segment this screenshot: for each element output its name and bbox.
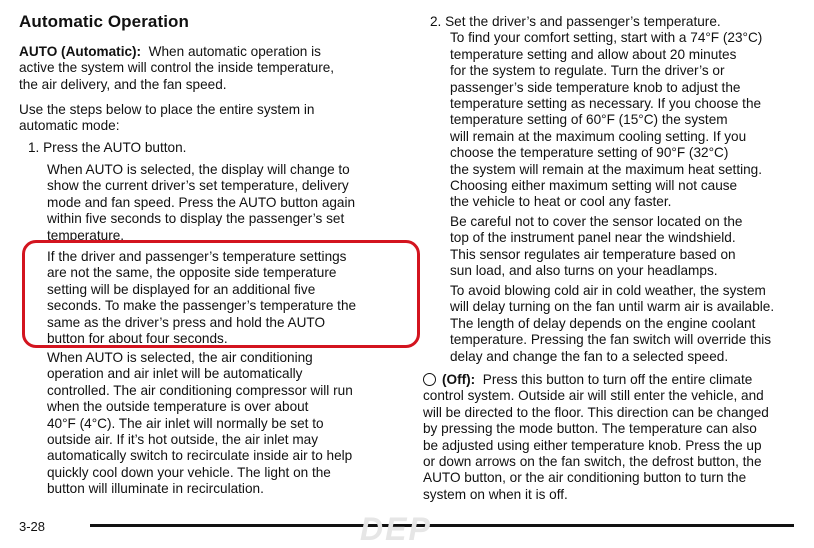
step-2-paragraph-2: Be careful not to cover the sensor located on the top of the instrument panel near the windshield. This sensor regulates air temperature based on sun load, and also turns on your headlamps. [450, 214, 743, 279]
footer-rule [90, 524, 794, 527]
auto-label: AUTO (Automatic): [19, 44, 142, 59]
step-1-paragraph-1: When AUTO is selected, the display will change to show the current driver’s set temperature, delivery mode and fan speed. Press the AUTO button again within five seconds to display the passenger’s set temperature. [47, 162, 356, 243]
step-1-paragraph-3: When AUTO is selected, the air conditioning operation and air inlet will be automatically controlled. The air conditioning compressor will run when the outside temperature is over about 40°F (4°C). The air inlet will normally be set to outside air. If it’s hot outside, the air inlet may automatically switch to recirculate inside air to help quickly cool down your vehicle. The light on the button will illuminate in recirculation. [47, 350, 353, 497]
steps-intro: Use the steps below to place the entire system in automatic mode: [19, 102, 315, 134]
step-2-paragraph-3: To avoid blowing cold air in cold weather, the system will delay turning on the fan until warm air is available. The length of delay depends on the engine coolant temperature. Pressing the fan switch will override this delay and change the fan to a selected speed. [450, 283, 775, 364]
off-circle-icon [423, 373, 436, 386]
watermark-logo: DEP [360, 511, 432, 547]
auto-intro: AUTO (Automatic): When automatic operation is active the system will control the inside temperature, the air delivery, and the fan speed. [19, 44, 335, 92]
off-label: (Off): [442, 372, 476, 387]
step-2-paragraph-1: 2. Set the driver’s and passenger’s temperature. To find your comfort setting, start with a 74°F (23°C) temperature setting and allow about 20 minutes for the system to regulate. Turn the driver’s or passenger’s side temperature knob to adjust the temperature setting as necessary. If you choose the temperature setting of 60°F (15°C) the system will remain at the maximum cooling setting. If you choose the temperature setting of 90°F (32°C) the system will remain at the maximum heat setting. Choosing either maximum setting will not cause the vehicle to heat or cool any faster. [430, 14, 763, 210]
red-highlight-box [22, 240, 420, 348]
off-paragraph: (Off): Press this button to turn off the entire climate control system. Outside air will still enter the vehicle, and will be directed to the floor. This direction can be changed by pressing the mode button. The temperature can also be adjusted using either temperature knob. Press the up or down arrows on the fan switch, the defrost button, the AUTO button, or the air conditioning button to turn the system on when it is off. [423, 372, 769, 502]
step-1-paragraph-2-highlighted: If the driver and passenger’s temperature settings are not the same, the opposite side temperature setting will be displayed for an additional five seconds. To make the passenger’s temperature the same as the driver’s press and hold the AUTO button for about four seconds. [47, 249, 357, 347]
page-number: 3-28 [19, 519, 46, 534]
section-heading: Automatic Operation [19, 12, 190, 31]
step-1-title: 1. Press the AUTO button. [28, 140, 187, 155]
